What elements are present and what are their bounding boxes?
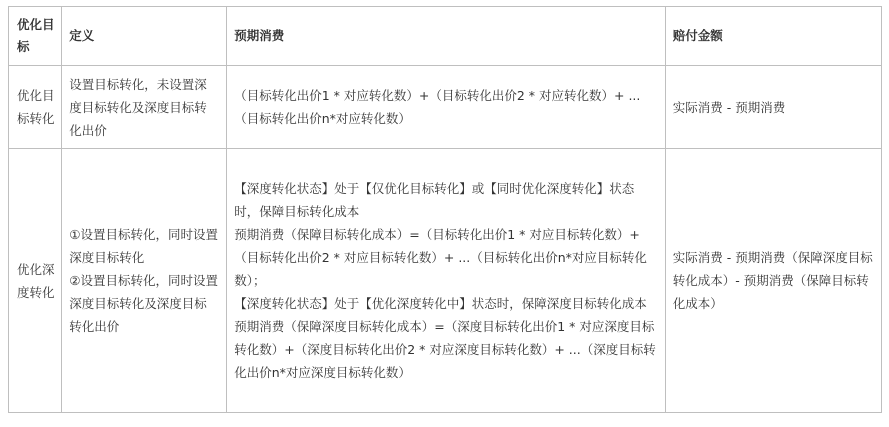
expected-formula-1: 预期消费（保障目标转化成本）=（目标转化出价1 * 对应目标转化数）+（目标转化出价2 * 对应目标转化数）+ ...（目标转化出价n*对应目标转化数）； — [234, 227, 647, 288]
row-definition — [62, 149, 227, 413]
expected-status-1: 【深度转化状态】处于【仅优化目标转化】或【同时优化深度转化】状态时，保障目标转化成本 — [234, 181, 635, 219]
table-row — [9, 149, 882, 413]
row-expected-spend: （目标转化出价1 * 对应转化数）+（目标转化出价2 * 对应转化数）+ ...（目标转化出价n*对应转化数） — [227, 66, 666, 149]
row-definition: 设置目标转化，未设置深度目标转化及深度目标转化出价 — [62, 66, 227, 149]
row-payout: 实际消费 - 预期消费 — [665, 66, 881, 149]
header-optimization-goal: 优化目标 — [9, 7, 62, 66]
table-row — [9, 66, 882, 149]
compensation-table — [8, 6, 882, 413]
header-definition: 定义 — [62, 7, 227, 66]
row-payout: 实际消费 - 预期消费（保障深度目标转化成本）- 预期消费（保障目标转化成本） — [665, 149, 881, 413]
row-goal-name: 优化深度转化 — [9, 149, 62, 413]
definition-option-1: ①设置目标转化，同时设置深度目标转化 — [69, 227, 219, 265]
row-expected-spend — [227, 149, 666, 413]
expected-status-2: 【深度转化状态】处于【优化深度转化中】状态时，保障深度目标转化成本 — [234, 296, 647, 311]
definition-option-2: ②设置目标转化，同时设置深度目标转化及深度目标转化出价 — [69, 273, 219, 334]
table-header-row — [9, 7, 882, 66]
header-expected-spend: 预期消费 — [227, 7, 666, 66]
header-payout-amount: 赔付金额 — [665, 7, 881, 66]
expected-formula-2: 预期消费（保障深度目标转化成本）=（深度目标转化出价1 * 对应深度目标转化数）+（深度目标转化出价2 * 对应深度目标转化数）+ ...（深度目标转化出价n*对应深度目标转化数） — [234, 319, 656, 380]
row-goal-name: 优化目标转化 — [9, 66, 62, 149]
